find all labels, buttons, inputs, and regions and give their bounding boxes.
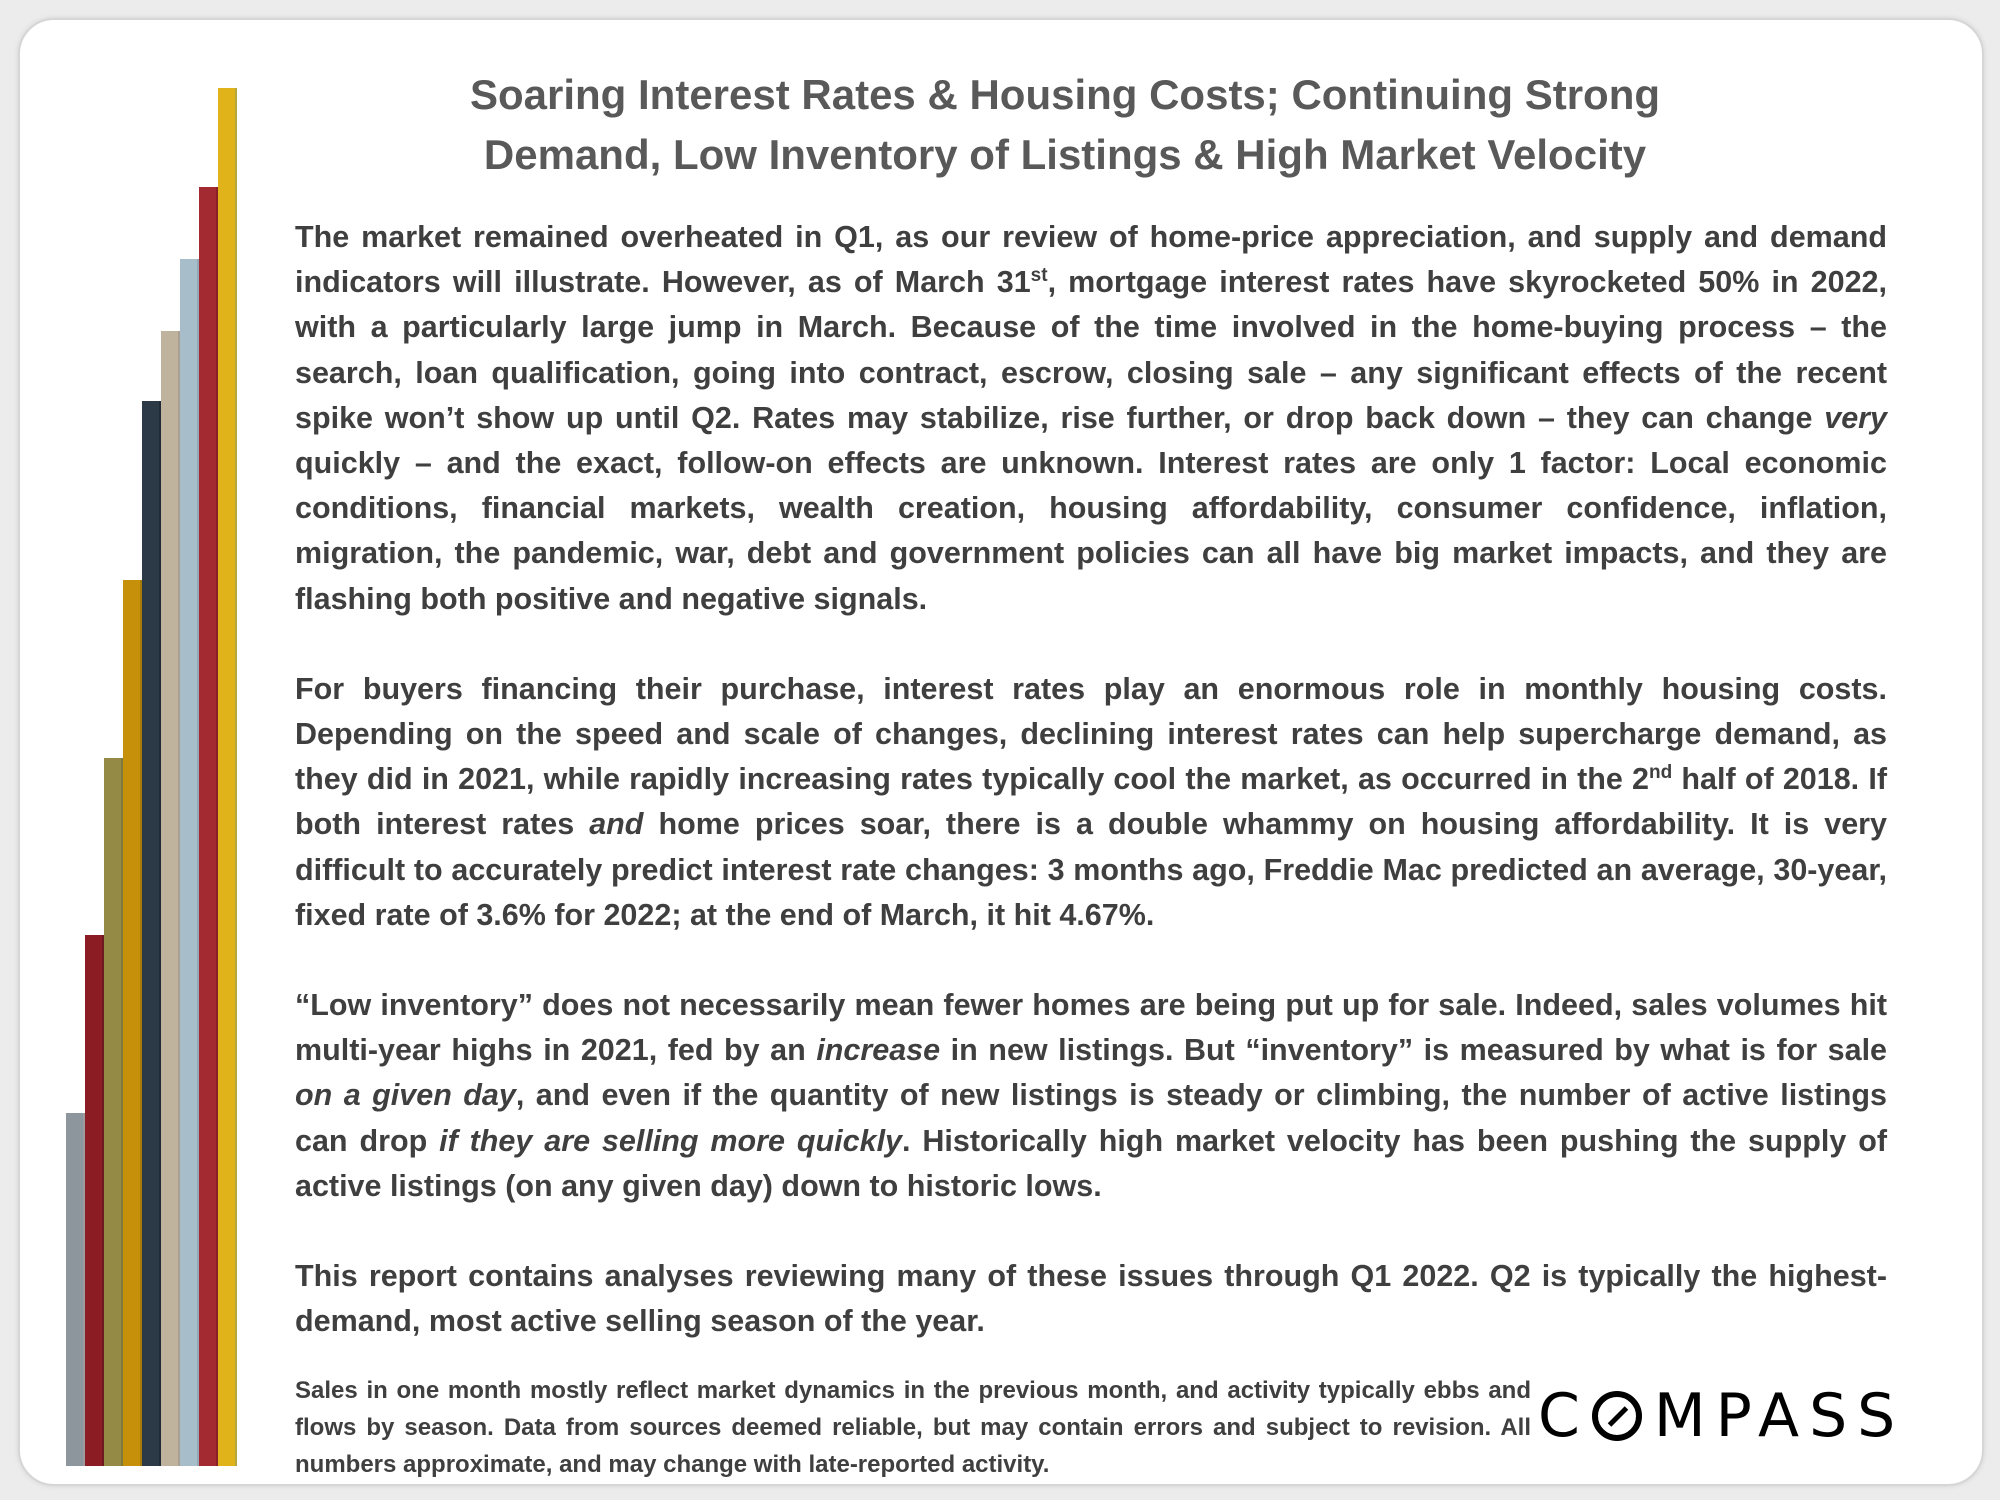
decorative-bar-9: [218, 88, 237, 1466]
page-title-line-1: Soaring Interest Rates & Housing Costs; Continuing Strong: [469, 71, 1661, 118]
paragraph-financing: [295, 667, 1887, 938]
paragraph-3-emphasis-1: increase: [816, 1033, 941, 1068]
page-card: [18, 18, 1984, 1486]
decorative-bar-5: [142, 401, 161, 1466]
decorative-bar-2: [85, 935, 104, 1466]
logo-letters-rest: MPASS: [1653, 1381, 1906, 1451]
compass-o-icon: [1592, 1391, 1642, 1441]
paragraph-1-superscript: st: [1030, 265, 1048, 287]
paragraph-2-superscript: nd: [1649, 762, 1673, 784]
paragraph-1-emphasis: very: [1824, 400, 1887, 435]
paragraph-1-part-a: The market remained overheated in Q1, as our review of home-price appreciation, and supply and demand indicators will illustrate. However, as of March 31: [295, 220, 1887, 300]
decorative-bar-stack: [20, 20, 270, 1484]
paragraph-3-part-a: “Low inventory” does not necessarily mean fewer homes are being put up for sale. Indeed, sales volumes hit multi-year highs in 2021, fed by an: [295, 988, 1887, 1068]
paragraph-3-part-c: , and even if the quantity of new listings is steady or climbing, the number of active listings can drop: [295, 1078, 1887, 1158]
paragraph-2-part-b: half of 2018. If both interest rates: [295, 762, 1887, 842]
page-title: [320, 65, 1810, 185]
paragraph-1-part-c: quickly – and the exact, follow-on effects are unknown. Interest rates are only 1 factor: Local economic conditions, financial markets, wealth creation, housing affordability, consumer confidence, inflation, migration, the pandemic, war, debt and government policies can all have big market impacts, and they are flashing both positive and negative signals.: [295, 446, 1887, 616]
paragraph-low-inventory: [295, 983, 1887, 1209]
footnote-disclaimer: Sales in one month mostly reflect market dynamics in the previous month, and activity typically ebbs and flows by season. Data from sources deemed reliable, but may contain errors and subject to revision. All numbers approximate, and may change with late-reported activity.: [295, 1377, 1531, 1478]
decorative-bar-1: [66, 1113, 85, 1466]
decorative-bar-3: [104, 758, 123, 1466]
paragraph-2-emphasis: and: [589, 807, 644, 842]
paragraph-3-part-b: in new listings. But “inventory” is measured by what is for sale: [940, 1033, 1888, 1068]
decorative-bar-6: [161, 331, 180, 1466]
decorative-bar-8: [199, 187, 218, 1466]
page-title-line-2: Demand, Low Inventory of Listings & High Market Velocity: [483, 131, 1647, 178]
paragraph-2-part-c: home prices soar, there is a double whammy on housing affordability. It is very difficult to accurately predict interest rate changes: 3 months ago, Freddie Mac predicted an average, 30-year, fixed rate of 3.6% for 2022; at the end of March, it hit 4.67%.: [295, 807, 1887, 932]
paragraph-interest-rates: [295, 215, 1887, 622]
paragraph-2-part-a: For buyers financing their purchase, interest rates play an enormous role in monthly housing costs. Depending on the speed and scale of changes, declining interest rates can help supercharge demand, as they did in 2021, while rapidly increasing rates typically cool the market, as occurred in the 2: [295, 671, 1887, 797]
paragraph-3-emphasis-2: on a given day: [295, 1078, 516, 1113]
paragraph-1-part-b: , mortgage interest rates have skyrocketed 50% in 2022, with a particularly large jump in March. Because of the time involved in the home-buying process – the search, loan qualification, going into contract, escrow, closing sale – any significant effects of the recent spike won’t show up until Q2. Rates may stabilize, rise further, or drop back down – they can change: [295, 265, 1887, 435]
paragraph-report-summary: This report contains analyses reviewing many of these issues through Q1 2022. Q2 is typically the highest-demand, most active selling season of the year.: [295, 1259, 1887, 1339]
logo-letter-c: C: [1538, 1381, 1590, 1451]
paragraph-3-part-d: . Historically high market velocity has been pushing the supply of active listings (on any given day) down to historic lows.: [295, 1123, 1888, 1203]
paragraph-3-emphasis-3: if they are selling more quickly: [439, 1123, 903, 1158]
decorative-bar-7: [180, 259, 199, 1466]
body-text: [295, 215, 1887, 1344]
decorative-bar-4: [123, 580, 142, 1466]
compass-logo: [1538, 1380, 1928, 1452]
